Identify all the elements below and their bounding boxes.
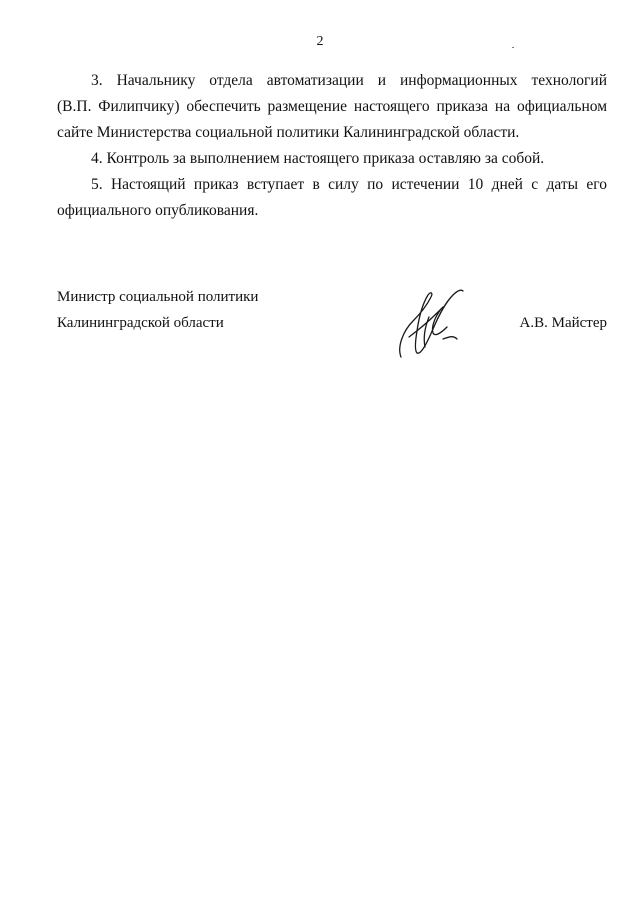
paragraph-3-line-2: (В.П. Филипчику) обеспечить размещение настоящего приказа на официальном: [57, 98, 607, 115]
paragraph-4: [57, 146, 607, 172]
paragraph-5: [57, 172, 607, 224]
paragraph-3-line-3: сайте Министерства социальной политики Калининградской области.: [57, 124, 520, 141]
signatory-position-line-1: Министр социальной политики: [57, 289, 259, 305]
signatory-position-line-2: Калининградской области: [57, 315, 224, 331]
paragraph-5-line-2: официального опубликования.: [57, 202, 259, 219]
paragraph-3-line-1: 3. Начальнику отдела автоматизации и информационных технологий: [91, 72, 607, 89]
document-body: [57, 68, 607, 224]
paragraph-5-line-1: 5. Настоящий приказ вступает в силу по истечении 10 дней с даты его: [91, 176, 607, 193]
paragraph-4-line-1: 4. Контроль за выполнением настоящего приказа оставляю за собой.: [91, 150, 545, 167]
handwritten-signature: [395, 287, 475, 361]
paragraph-3: [57, 68, 607, 146]
signatory-name: А.В. Майстер: [519, 315, 607, 331]
scan-speck: [512, 47, 514, 48]
signatory-position: [57, 284, 258, 336]
page-number: 2: [316, 34, 324, 49]
signature-block: [57, 284, 609, 364]
